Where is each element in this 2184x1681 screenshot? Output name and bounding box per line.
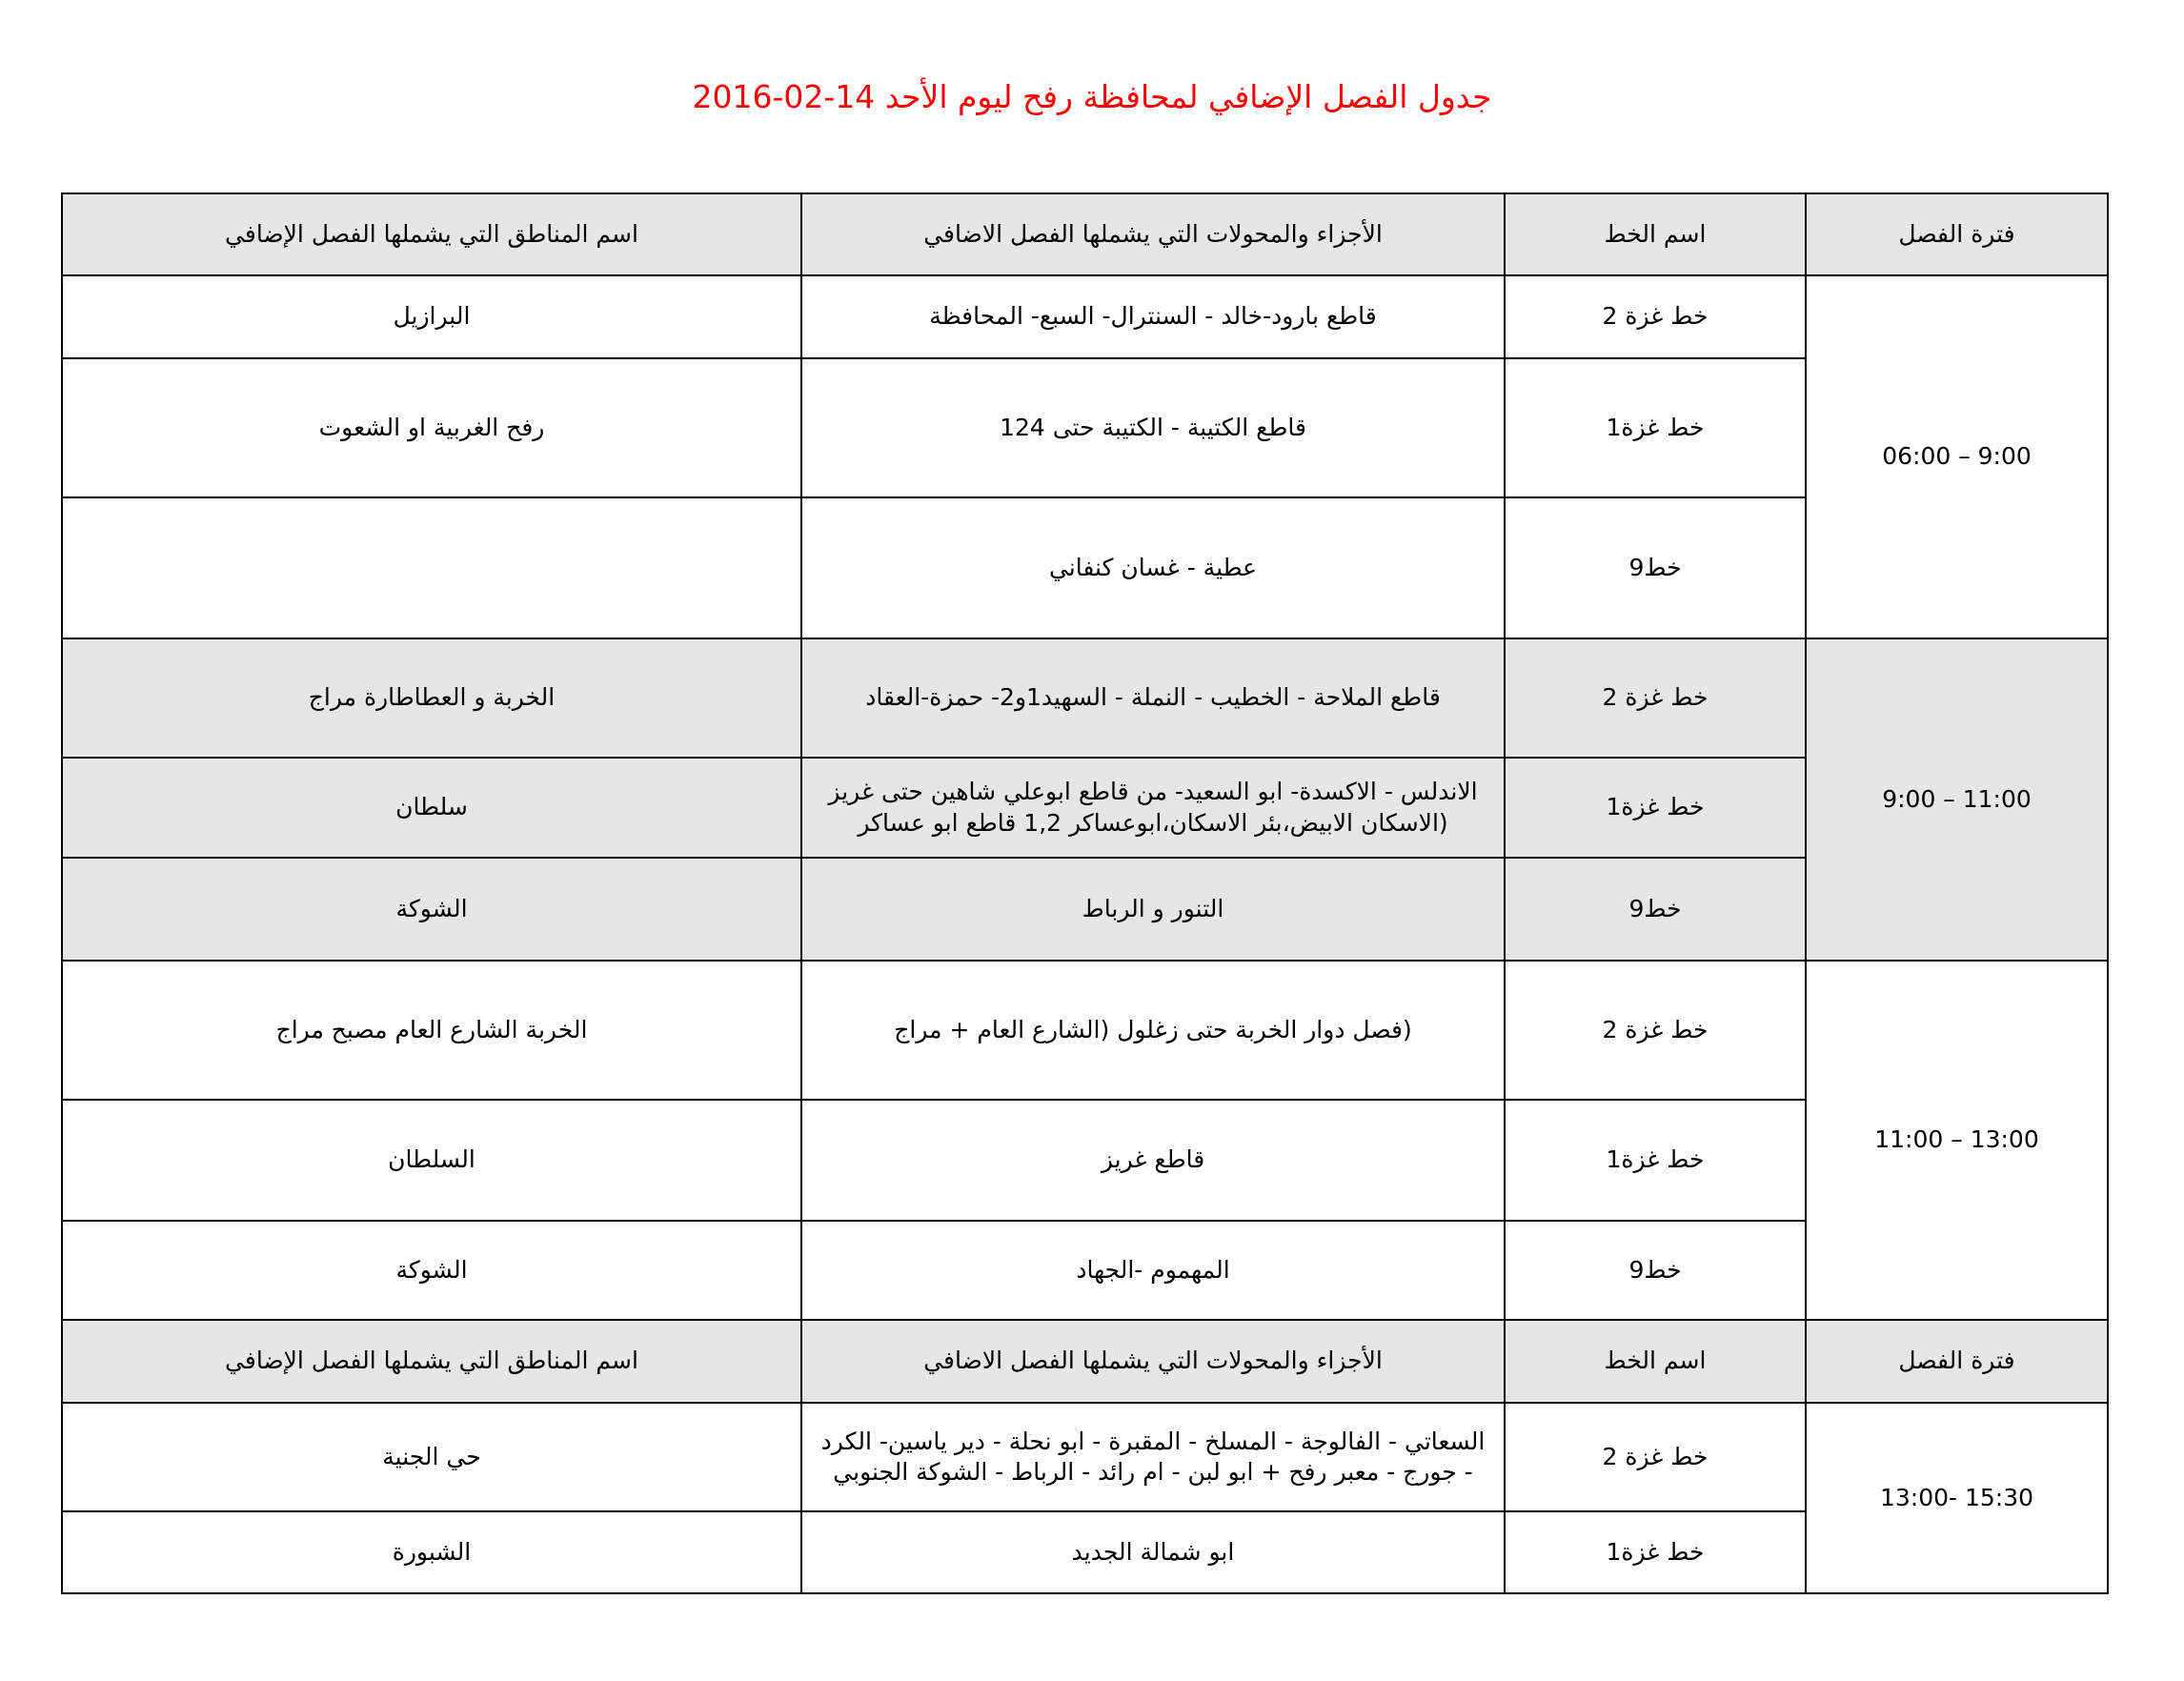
period-value: 9:00 – 11:00 (1882, 784, 2032, 813)
areas-cell: الشبورة (62, 1511, 801, 1593)
period-value: 11:00 – 13:00 (1874, 1125, 2039, 1154)
areas-cell: الخربة و العطاطارة مراج (62, 638, 801, 758)
line-cell: خط غزة1 (1505, 758, 1806, 858)
table-row (62, 758, 2108, 858)
areas-cell (62, 497, 801, 638)
header-areas: اسم المناطق التي يشملها الفصل الإضافي (62, 193, 801, 275)
parts-cell: التنور و الرباط (801, 858, 1505, 961)
parts-cell: قاطع الكتيبة - الكتيبة حتى 124 (801, 358, 1505, 497)
areas-cell: الشوكة (62, 1221, 801, 1320)
parts-cell: قاطع غريز (801, 1100, 1505, 1221)
period-cell (1806, 638, 2108, 961)
parts-cell: قاطع بارود-خالد - السنترال- السبع- المحافظة (801, 275, 1505, 358)
period-value: 13:00- 15:30 (1879, 1483, 2034, 1511)
parts-cell: عطية - غسان كنفاني (801, 497, 1505, 638)
areas-cell: الشوكة (62, 858, 801, 961)
line-cell: خط غزة 2 (1505, 275, 1806, 358)
header-parts: الأجزاء والمحولات التي يشملها الفصل الاضافي (801, 1320, 1505, 1403)
page-title: جدول الفصل الإضافي لمحافظة رفح ليوم الأحد 14-02-2016 (692, 78, 1492, 115)
parts-cell: ابو شمالة الجديد (801, 1511, 1505, 1593)
table-row (62, 1100, 2108, 1221)
table-row (62, 638, 2108, 758)
period-cell (1806, 275, 2108, 638)
parts-cell: قاطع الملاحة - الخطيب - النملة - السهيد1و2- حمزة-العقاد (801, 638, 1505, 758)
header-period: فترة الفصل (1806, 1320, 2108, 1403)
header-line: اسم الخط (1505, 193, 1806, 275)
header-period: فترة الفصل (1806, 193, 2108, 275)
table-header-row (62, 1320, 2108, 1403)
line-cell: خط9 (1505, 858, 1806, 961)
areas-cell: حي الجنية (62, 1403, 801, 1511)
header-line: اسم الخط (1505, 1320, 1806, 1403)
period-cell (1806, 961, 2108, 1320)
period-value: 06:00 – 9:00 (1882, 442, 2032, 471)
line-cell: خط9 (1505, 497, 1806, 638)
table-row (62, 961, 2108, 1100)
line-cell: خط غزة1 (1505, 1511, 1806, 1593)
table-row (62, 1403, 2108, 1511)
period-cell (1806, 1403, 2108, 1593)
parts-cell: السعاتي - الفالوجة - المسلخ - المقبرة - ابو نحلة - دير ياسين- الكرد - جورج - معبر رفح + ابو لبن - ام رائد - الرباط - الشوكة الجنوبي (801, 1403, 1505, 1511)
line-cell: خط غزة1 (1505, 358, 1806, 497)
line-cell: خط غزة 2 (1505, 961, 1806, 1100)
line-cell: خط غزة1 (1505, 1100, 1806, 1221)
parts-cell: الاندلس - الاكسدة- ابو السعيد- من قاطع ابوعلي شاهين حتى غريز (الاسكان الابيض،بئر الاسكان،ابوعساكر 1,2 قاطع ابو عساكر (801, 758, 1505, 858)
table-row (62, 497, 2108, 638)
parts-cell: (فصل دوار الخربة حتى زغلول (الشارع العام + مراج (801, 961, 1505, 1100)
parts-cell: المهموم -الجهاد (801, 1221, 1505, 1320)
areas-cell: سلطان (62, 758, 801, 858)
header-parts: الأجزاء والمحولات التي يشملها الفصل الاضافي (801, 193, 1505, 275)
table-row (62, 1511, 2108, 1593)
header-areas: اسم المناطق التي يشملها الفصل الإضافي (62, 1320, 801, 1403)
line-cell: خط غزة 2 (1505, 1403, 1806, 1511)
table-header-row (62, 193, 2108, 275)
areas-cell: البرازيل (62, 275, 801, 358)
areas-cell: رفح الغربية او الشعوت (62, 358, 801, 497)
line-cell: خط9 (1505, 1221, 1806, 1320)
areas-cell: الخربة الشارع العام مصبح مراج (62, 961, 801, 1100)
table-row (62, 1221, 2108, 1320)
areas-cell: السلطان (62, 1100, 801, 1221)
table-row (62, 858, 2108, 961)
table-row (62, 275, 2108, 358)
line-cell: خط غزة 2 (1505, 638, 1806, 758)
table-row (62, 358, 2108, 497)
schedule-table (61, 192, 2109, 1594)
